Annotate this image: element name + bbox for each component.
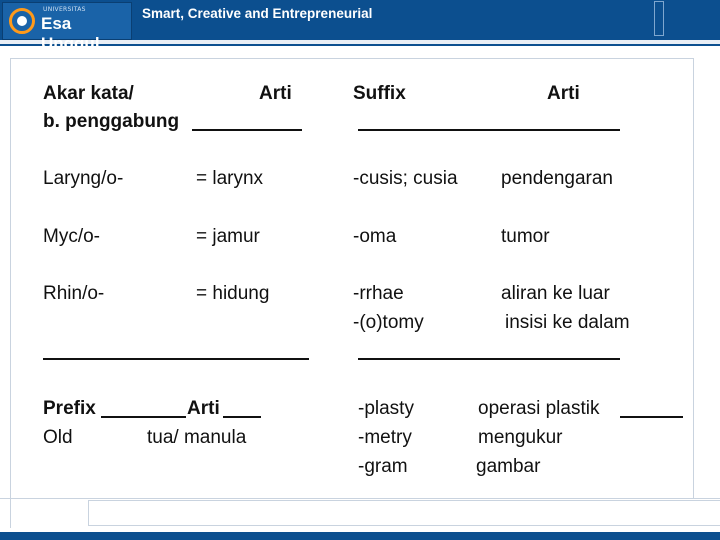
suffix2-meaning: operasi plastik bbox=[478, 398, 600, 419]
frame-top-line bbox=[10, 58, 694, 59]
logo-emblem-icon bbox=[9, 8, 35, 34]
prefix-header: Prefix bbox=[43, 398, 96, 419]
prefix-term: Old bbox=[43, 427, 73, 448]
prefix-header-arti: Arti bbox=[187, 398, 220, 419]
root-header-line2: b. penggabung bbox=[43, 111, 180, 132]
prefix-arti-underline bbox=[223, 416, 261, 418]
suffix-term: -rrhae bbox=[353, 283, 404, 304]
header-tab-marker bbox=[654, 1, 664, 36]
logo-small-text: UNIVERSITAS bbox=[43, 6, 86, 13]
suffix2-meaning: gambar bbox=[476, 456, 541, 477]
suffix2-term: -gram bbox=[358, 456, 408, 477]
tagline: Smart, Creative and Entrepreneurial bbox=[142, 6, 373, 21]
frame-right-line bbox=[693, 58, 694, 498]
suffix-term: -cusis; cusia bbox=[353, 168, 458, 189]
footer-line bbox=[0, 498, 720, 499]
footer-bar bbox=[0, 532, 720, 540]
logo-name: Esa Unggul bbox=[41, 14, 100, 53]
prefix-header-underline bbox=[101, 416, 186, 418]
root-term: Laryng/o- bbox=[43, 168, 124, 189]
roots-section-divider bbox=[43, 358, 309, 360]
suffix-term: -oma bbox=[353, 226, 397, 247]
suffix2-trailing-underline bbox=[620, 416, 683, 418]
frame-left-line bbox=[10, 58, 11, 528]
suffix2-term: -metry bbox=[358, 427, 412, 448]
suffix-meaning: aliran ke luar bbox=[501, 283, 610, 304]
suffix-term: -(o)tomy bbox=[353, 312, 424, 333]
root-meaning: = hidung bbox=[196, 283, 270, 304]
root-header-underline bbox=[192, 129, 302, 131]
suffix2-term: -plasty bbox=[358, 398, 414, 419]
root-meaning: = larynx bbox=[196, 168, 264, 189]
root-term: Myc/o- bbox=[43, 226, 100, 247]
suffix-header: Suffix bbox=[353, 83, 406, 104]
suffix-meaning: insisi ke dalam bbox=[505, 312, 630, 333]
root-term: Rhin/o- bbox=[43, 283, 105, 304]
root-header-arti: Arti bbox=[259, 83, 292, 104]
suffix2-meaning: mengukur bbox=[478, 427, 563, 448]
suffix-meaning: tumor bbox=[501, 226, 550, 247]
suffix-header-arti: Arti bbox=[547, 83, 580, 104]
suffix-section-divider bbox=[358, 358, 620, 360]
suffix-header-underline bbox=[358, 129, 620, 131]
root-header-line1: Akar kata/ bbox=[43, 83, 134, 104]
root-meaning: = jamur bbox=[196, 226, 260, 247]
prefix-meaning: tua/ manula bbox=[147, 427, 247, 448]
university-logo bbox=[2, 2, 132, 53]
footer-box bbox=[88, 500, 720, 526]
suffix-meaning: pendengaran bbox=[501, 168, 613, 189]
